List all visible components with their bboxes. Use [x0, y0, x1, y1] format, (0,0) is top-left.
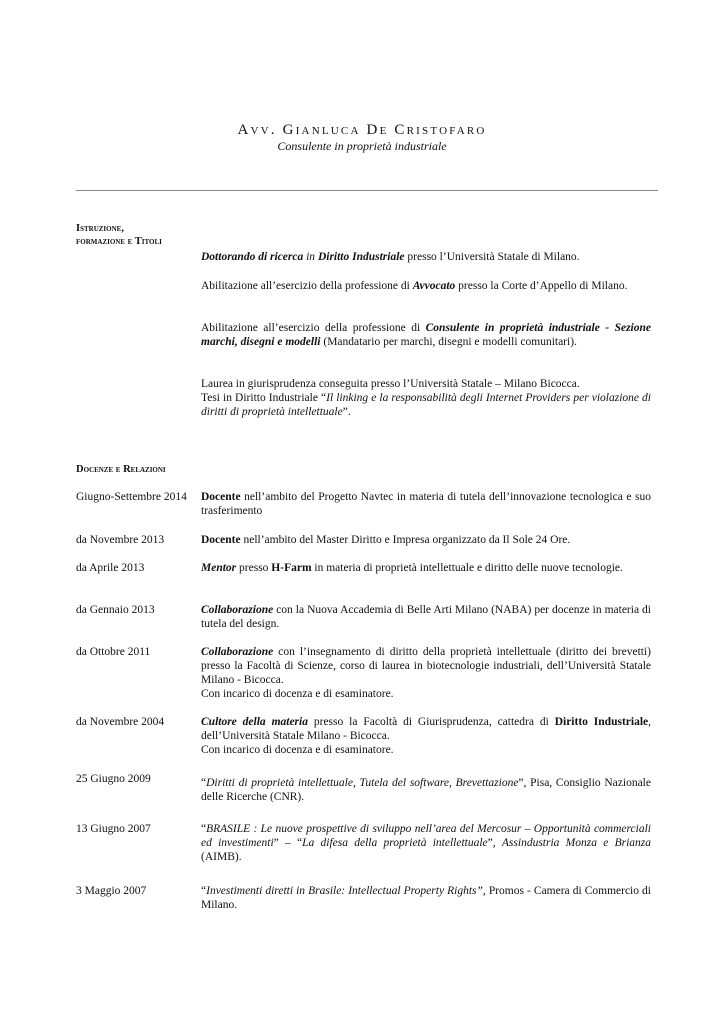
text-italic: La difesa della proprietà intellettuale — [302, 837, 488, 849]
text: ”, Pisa, Consiglio Nazionale delle Ricerche (CNR). — [201, 777, 651, 803]
entry-body — [201, 884, 651, 912]
entry-date: da Novembre 2013 — [76, 534, 165, 546]
entry-body — [201, 603, 651, 631]
entry-date: Giugno-Settembre 2014 — [76, 491, 187, 503]
entry-body — [201, 490, 651, 518]
text: “ — [201, 823, 207, 835]
text: in — [303, 251, 318, 263]
text: Con incarico di docenza e di esaminatore. — [201, 688, 394, 700]
text: presso l’Università Statale di Milano. — [404, 251, 580, 263]
text-bold: H-Farm — [271, 562, 312, 574]
education-item — [201, 377, 651, 419]
text: Tesi in Diritto Industriale “ — [201, 392, 327, 404]
text: Laurea in giurisprudenza conseguita presso l’Università Statale – Milano Bicocca. — [201, 378, 580, 390]
text: ”, — [487, 837, 502, 849]
section-title-line: formazione e Titoli — [76, 236, 162, 247]
entry-body — [201, 776, 651, 804]
text: “ — [201, 885, 207, 897]
entry-date: 3 Maggio 2007 — [76, 885, 147, 897]
entry-body — [201, 822, 651, 864]
text: , dell’Università Statale Milano - Bicocca. — [201, 716, 651, 742]
entry-date: da Novembre 2004 — [76, 716, 165, 728]
text: nell’ambito del Progetto Navtec in materia di tutela dell’innovazione tecnologica e suo trasferimento — [201, 491, 651, 517]
text-italic: Il linking e la responsabilità degli Internet Providers per violazione di diritti di proprietà intellettuale — [201, 392, 651, 418]
text-bold: Docente — [201, 491, 241, 503]
text: ”. — [342, 406, 351, 418]
text-italic: BRASILE : Le nuove prospettive di sviluppo nell’area del Mercosur – Opportunità commerciali ed investimenti — [201, 823, 651, 849]
section-title-education — [76, 222, 162, 248]
author-title: Consulente in proprietà industriale — [277, 139, 447, 153]
text-italic: Investimenti diretti in Brasile: Intellectual Property Rights” — [206, 885, 483, 897]
text-emphasis: Collaborazione — [201, 646, 274, 658]
text: Con incarico di docenza e di esaminatore. — [201, 744, 394, 756]
text-emphasis: Cultore della materia — [201, 716, 308, 728]
entry-body — [201, 561, 651, 575]
education-item — [201, 279, 651, 293]
entry-date: da Aprile 2013 — [76, 562, 145, 574]
text: con l’insegnamento di diritto della proprietà intellettuale (diritto dei brevetti) presso la Facoltà di Scienze, corso di laurea in biotecnologie industriali, dell’Università Statale Milano - Bicocca. — [201, 646, 651, 686]
section-title-line: Istruzione, — [76, 223, 124, 234]
author-name: Avv. Gianluca De Cristofaro — [237, 122, 487, 138]
text: (Mandatario per marchi, disegni e modelli comunitari). — [320, 336, 577, 348]
text: , Promos - Camera di Commercio di Milano. — [201, 885, 651, 911]
education-item — [201, 321, 651, 349]
entry-date: da Gennaio 2013 — [76, 604, 155, 616]
text: presso — [236, 562, 272, 574]
entry-date: 13 Giugno 2007 — [76, 823, 151, 835]
text-emphasis: Collaborazione — [201, 604, 274, 616]
text-emphasis: Mentor — [201, 562, 237, 574]
entry-body — [201, 533, 651, 547]
text: Abilitazione all’esercizio della professione di — [201, 280, 413, 292]
text: (AIMB). — [201, 851, 242, 863]
entry-body — [201, 645, 651, 701]
text: con la Nuova Accademia di Belle Arti Milano (NABA) per docenze in materia di tutela del design. — [201, 604, 651, 630]
text: nell’ambito del Master Diritto e Impresa organizzato da Il Sole 24 Ore. — [240, 534, 571, 546]
header-divider — [76, 190, 658, 191]
text: “ — [201, 777, 207, 789]
text-italic: Assindustria Monza e Brianza — [501, 837, 651, 849]
education-item — [201, 250, 651, 264]
text-emphasis: Diritto Industriale — [317, 251, 405, 263]
section-title-teaching: Docenze e Relazioni — [76, 464, 166, 475]
entry-body — [201, 715, 651, 757]
text: presso la Corte d’Appello di Milano. — [455, 280, 628, 292]
text-bold: Docente — [201, 534, 241, 546]
text-emphasis: Dottorando di ricerca — [201, 251, 304, 263]
text-italic: Diritti di proprietà intellettuale, Tutela del software, Brevettazione — [206, 777, 519, 789]
text: ” – “ — [273, 837, 303, 849]
text: in materia di proprietà intellettuale e diritto delle nuove tecnologie. — [311, 562, 623, 574]
entry-date: da Ottobre 2011 — [76, 646, 151, 658]
text-bold: Diritto Industriale — [554, 716, 649, 728]
text: Abilitazione all’esercizio della professione di — [201, 322, 426, 334]
text-emphasis: Consulente in proprietà industriale - Sezione marchi, disegni e modelli — [201, 322, 651, 348]
text: presso la Facoltà di Giurisprudenza, cattedra di — [307, 716, 555, 728]
entry-date: 25 Giugno 2009 — [76, 773, 151, 785]
text-emphasis: Avvocato — [412, 280, 456, 292]
